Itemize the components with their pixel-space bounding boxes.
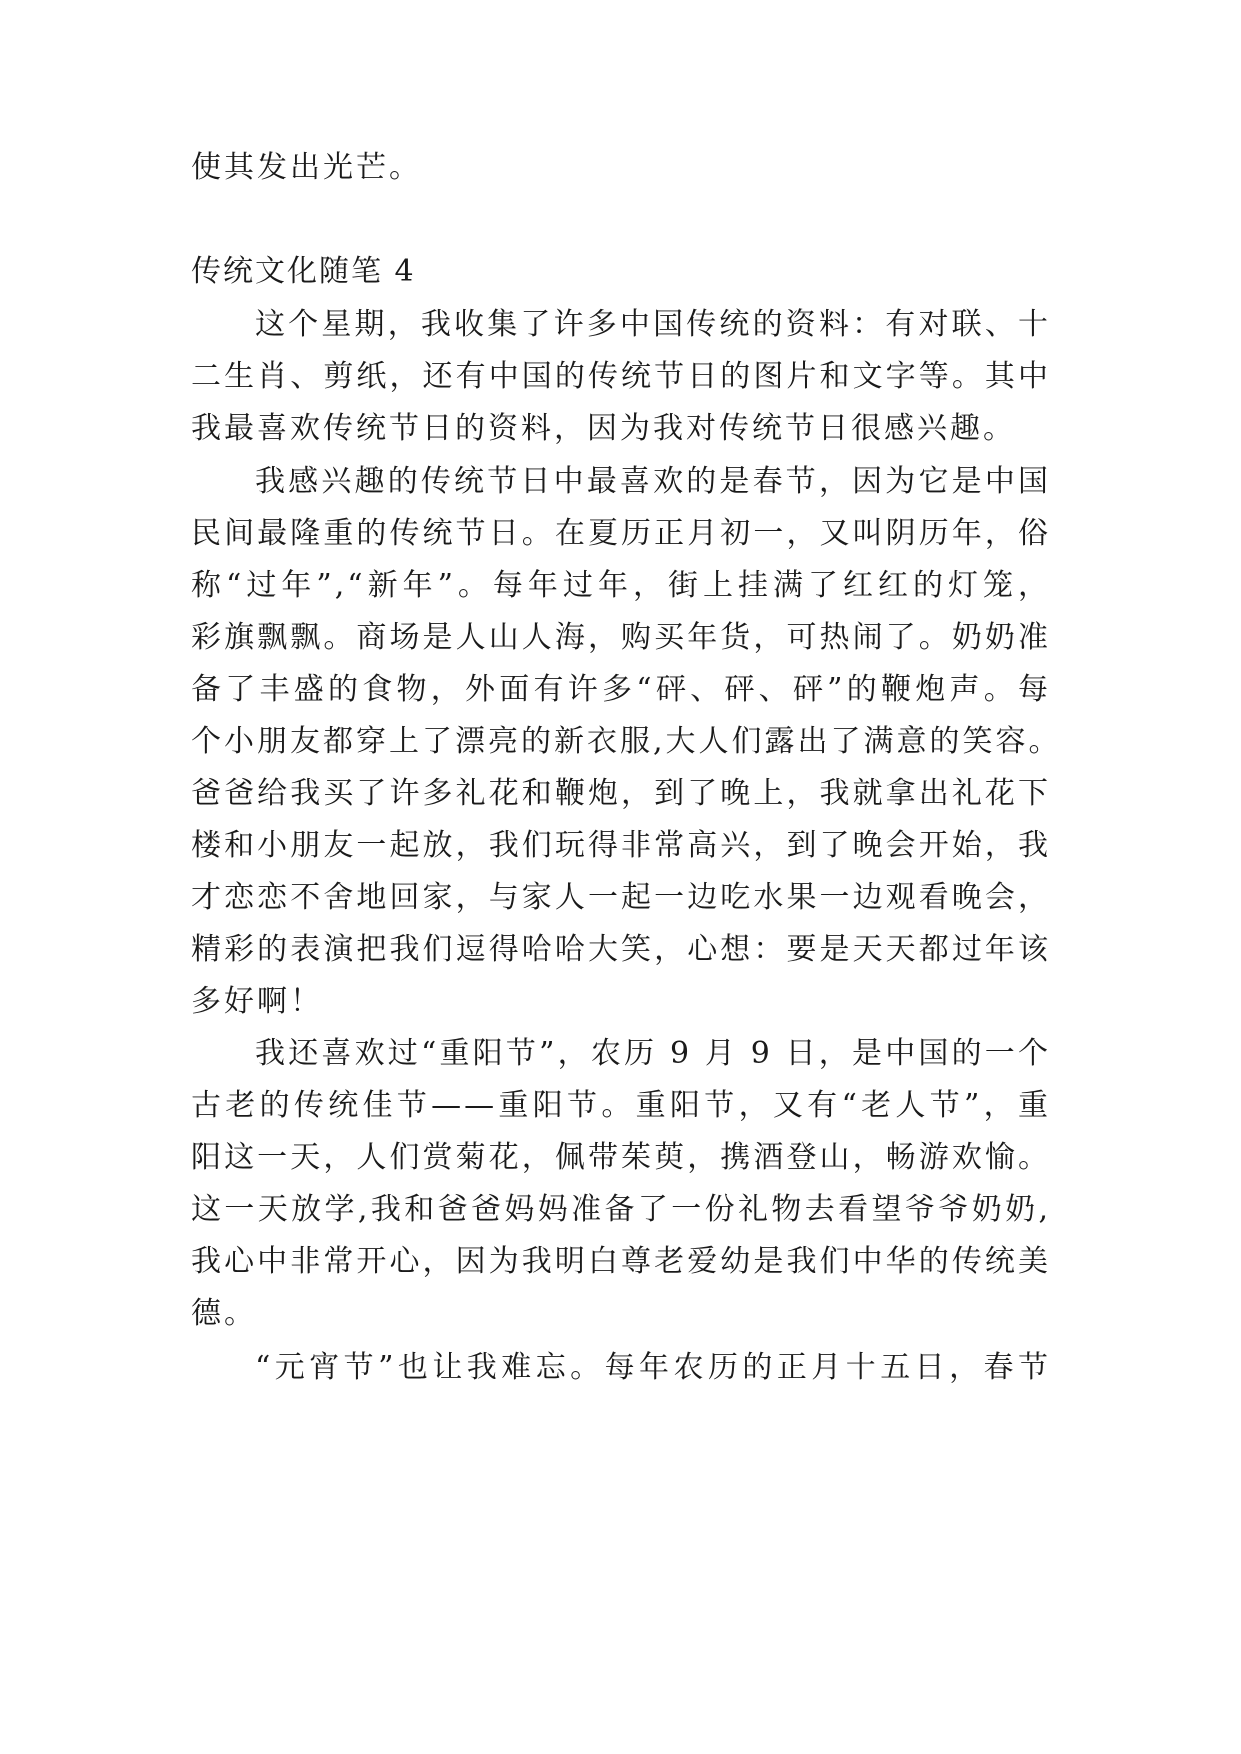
text-line: 个小朋友都穿上了漂亮的新衣服,大人们露出了满意的笑容。 [191, 724, 1062, 759]
text-line: 二生肖、剪纸，还有中国的传统节日的图片和文字等。其中 [191, 359, 1051, 394]
text-line: 爸爸给我买了许多礼花和鞭炮，到了晚上，我就拿出礼花下 [191, 776, 1051, 811]
text-line: 备了丰盛的食物，外面有许多“砰、砰、砰”的鞭炮声。每 [191, 672, 1051, 707]
text-line: “元宵节”也让我难忘。每年农历的正月十五日，春节 [255, 1350, 1051, 1385]
text-line: 多好啊！ [191, 984, 323, 1019]
text-line: 称“过年”,“新年”。每年过年，街上挂满了红红的灯笼， [191, 568, 1051, 603]
text-line: 德。 [191, 1296, 257, 1331]
paragraph-continuation: 使其发出光芒。 [191, 150, 422, 185]
text-line: 民间最隆重的传统节日。在夏历正月初一，又叫阴历年，俗 [191, 516, 1051, 551]
text-line: 我还喜欢过“重阳节”，农历 9 月 9 日，是中国的一个 [255, 1036, 1051, 1071]
text-line: 古老的传统佳节——重阳节。重阳节，又有“老人节”，重 [191, 1088, 1051, 1123]
text-line: 这个星期，我收集了许多中国传统的资料：有对联、十 [255, 307, 1051, 342]
section-heading: 传统文化随笔 4 [191, 254, 416, 289]
text-line: 我最喜欢传统节日的资料，因为我对传统节日很感兴趣。 [191, 411, 1016, 446]
text-line: 我心中非常开心，因为我明白尊老爱幼是我们中华的传统美 [191, 1244, 1051, 1279]
text-line: 这一天放学,我和爸爸妈妈准备了一份礼物去看望爷爷奶奶, [191, 1192, 1051, 1227]
text-line: 精彩的表演把我们逗得哈哈大笑，心想：要是天天都过年该 [191, 932, 1051, 967]
text-line: 楼和小朋友一起放，我们玩得非常高兴，到了晚会开始，我 [191, 828, 1051, 863]
text-line: 彩旗飘飘。商场是人山人海，购买年货，可热闹了。奶奶准 [191, 620, 1051, 655]
text-line: 我感兴趣的传统节日中最喜欢的是春节，因为它是中国 [255, 464, 1051, 499]
text-line: 才恋恋不舍地回家，与家人一起一边吃水果一边观看晚会， [191, 880, 1051, 915]
text-line: 阳这一天，人们赏菊花，佩带茱萸，携酒登山，畅游欢愉。 [191, 1140, 1051, 1175]
